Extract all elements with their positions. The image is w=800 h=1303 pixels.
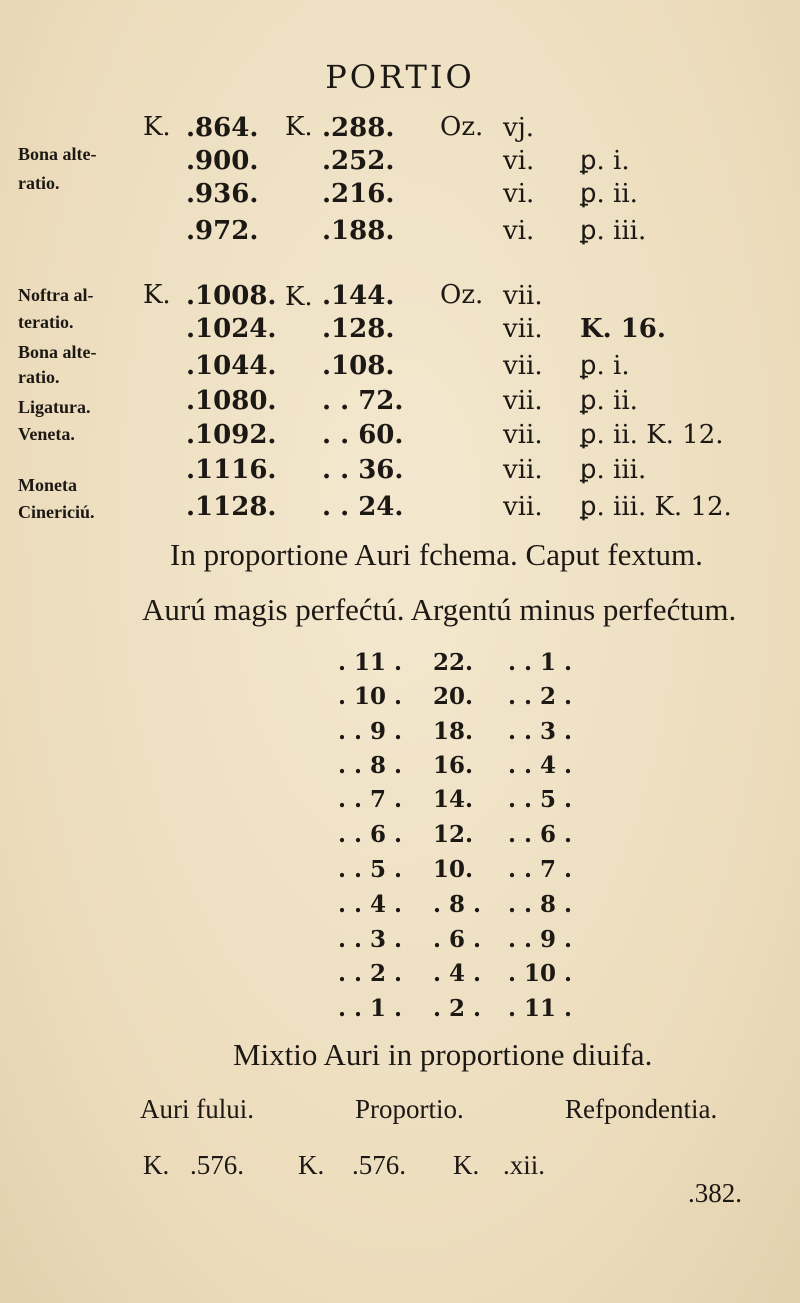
table-cell: . . 7 . [508,856,573,883]
table-cell: ꝑ. ii. [580,386,638,416]
table-cell: .936. [186,179,259,209]
column-header: K. [143,280,171,310]
table-cell: vii. [503,492,543,522]
side-label: Cinericiú. [18,502,95,522]
table-cell: 22. [433,649,474,676]
table-cell: . . 3 . [508,718,573,745]
table-cell: .1044. [186,351,277,381]
column-header: Auri fului. [140,1094,254,1124]
table-cell: . 11 . [338,649,403,676]
table-cell: . . 3 . [338,926,403,953]
table-cell: . 8 . [433,891,482,918]
table-cell: ꝑ. iii. [580,216,647,246]
table-cell: vii. [503,386,543,416]
table-cell: . 4 . [433,960,482,987]
table-cell: .1024. [186,314,277,344]
chapter-heading: In proportione Auri fchema. Caput fextum. [170,537,703,572]
table-cell: .576. [352,1150,406,1180]
table-cell: K. [453,1150,480,1180]
table-cell: K. [143,1150,170,1180]
table-cell: . . 6 . [338,821,403,848]
table-cell: .144. [322,281,395,311]
column-header: K. [143,112,171,142]
table-cell: . . 24. [322,492,404,522]
table-cell: . . 9 . [338,718,403,745]
table-cell: .108. [322,351,395,381]
table-cell: .900. [186,146,259,176]
table-cell: vi. [503,179,535,209]
table-cell: . . 1 . [338,995,403,1022]
table-cell: .216. [322,179,395,209]
side-label: Veneta. [18,424,75,444]
column-header: Oz. [440,280,484,310]
side-label: Bona alte- [18,342,97,362]
table-cell: ꝑ. i. [580,351,630,381]
column-header: Oz. [440,112,484,142]
table-cell: . . 9 . [508,926,573,953]
table-cell: 14. [433,786,474,813]
table-cell: . 2 . [433,995,482,1022]
table-cell: . 10 . [338,683,403,710]
table-cell: ꝑ. ii. K. 12. [580,420,724,450]
table-cell: .1116. [186,455,277,485]
table-cell: K. [298,1150,325,1180]
column-header: K. [285,282,313,312]
table-cell: .972. [186,216,259,246]
page-title: PORTIO [325,58,475,96]
table-cell: . . 8 . [508,891,573,918]
table-cell: .288. [322,113,395,143]
table-cell: 10. [433,856,474,883]
table-cell: .864. [186,113,259,143]
side-label: Noftra al- [18,285,94,305]
table-cell: .128. [322,314,395,344]
table-cell: vii. [503,351,543,381]
table-cell: .xii. [503,1150,546,1180]
table-cell: ꝑ. iii. K. 12. [580,492,732,522]
table-cell: . . 2 . [508,683,573,710]
table-cell: .188. [322,216,395,246]
column-header: K. [285,112,313,142]
side-label: Ligatura. [18,397,91,417]
section-heading: Aurú magis perfećtú. Argentú minus perfećtum. [142,592,737,627]
table-cell: 18. [433,718,474,745]
side-label: ratio. [18,173,60,193]
table-cell: vi. [503,216,535,246]
side-label: ratio. [18,367,60,387]
table-cell: .1092. [186,420,277,450]
table-cell: . . 4 . [338,891,403,918]
table-cell: 12. [433,821,474,848]
page-number: .382. [688,1178,742,1208]
table-cell: vi. [503,146,535,176]
table-cell: . 6 . [433,926,482,953]
table-cell: K. 16. [580,314,666,344]
table-cell: vii. [503,455,543,485]
table-cell: . . 36. [322,455,404,485]
table-cell: .1008. [186,281,277,311]
side-label: Bona alte- [18,144,97,164]
table-cell: . . 8 . [338,752,403,779]
table-cell: vii. [503,281,543,311]
table-cell: .1080. [186,386,277,416]
table-cell: .252. [322,146,395,176]
table-cell: . . 5 . [508,786,573,813]
table-cell: vj. [503,113,535,143]
column-header: Refpondentia. [565,1094,718,1124]
table-cell: . . 7 . [338,786,403,813]
table-cell: . . 5 . [338,856,403,883]
table-cell: .1128. [186,492,277,522]
table-cell: 16. [433,752,474,779]
table-cell: . . 60. [322,420,404,450]
table-cell: . . 1 . [508,649,573,676]
table-cell: vii. [503,420,543,450]
table-cell: . 11 . [508,995,573,1022]
table-cell: ꝑ. i. [580,146,630,176]
table-cell: ꝑ. ii. [580,179,638,209]
column-header: Proportio. [355,1094,464,1124]
table-cell: ꝑ. iii. [580,455,647,485]
table-cell: . . 2 . [338,960,403,987]
table-cell: . . 72. [322,386,404,416]
table-cell: . . 6 . [508,821,573,848]
table-cell: .576. [190,1150,244,1180]
side-label: teratio. [18,312,74,332]
table-cell: 20. [433,683,474,710]
table-cell: vii. [503,314,543,344]
section-heading: Mixtio Auri in proportione diuifa. [233,1037,653,1072]
side-label: Moneta [18,475,77,495]
table-cell: . 10 . [508,960,573,987]
table-cell: . . 4 . [508,752,573,779]
